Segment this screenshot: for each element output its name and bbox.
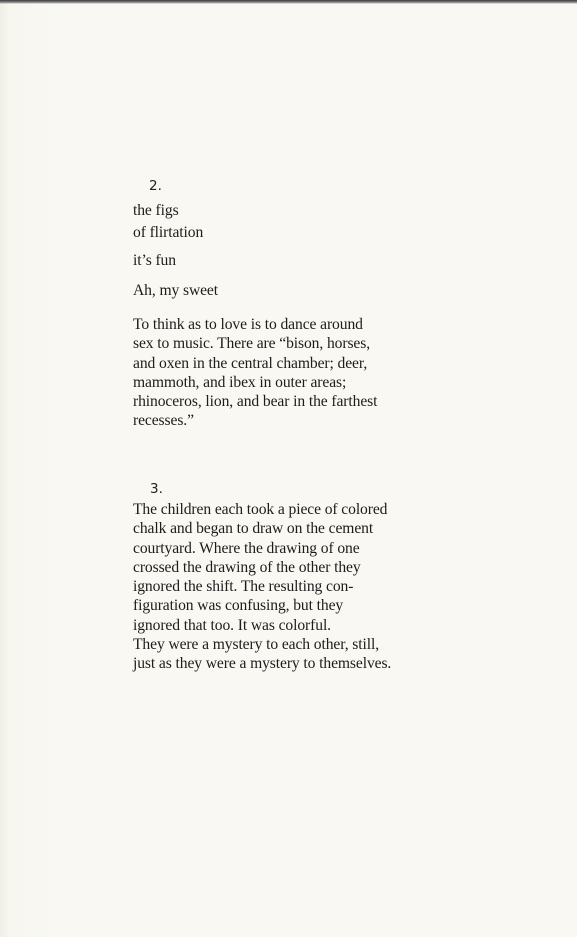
section-2-number: 2. — [149, 178, 162, 194]
paragraph-line: crossed the drawing of the other they — [133, 558, 361, 576]
paragraph-line: and oxen in the central chamber; deer, — [133, 354, 368, 372]
poem-line: Ah, my sweet — [133, 282, 218, 299]
paragraph-line: mammoth, and ibex in outer areas; — [133, 373, 347, 391]
poem-line: it’s fun — [133, 252, 176, 269]
paragraph-line: They were a mystery to each other, still, — [133, 636, 379, 654]
paragraph-line: sex to music. There are “bison, horses, — [133, 335, 371, 353]
paragraph-line: figuration was confusing, but they — [133, 597, 344, 615]
paragraph-line: To think as to love is to dance around — [133, 316, 363, 333]
paragraph-line: ignored that too. It was colorful. — [133, 616, 331, 634]
paragraph-line: recesses.” — [133, 412, 194, 430]
paragraph-line: just as they were a mystery to themselves. — [133, 655, 392, 673]
section-2-paragraph — [133, 315, 377, 431]
paragraph-line: ignored the shift. The resulting con- — [133, 578, 354, 596]
paragraph-line: rhinoceros, lion, and bear in the farthest — [133, 393, 378, 411]
page-top-edge — [0, 0, 577, 4]
paragraph-line: The children each took a piece of colored — [133, 501, 388, 518]
poem-line: the figs — [133, 202, 179, 219]
section-3-number: 3. — [150, 481, 163, 497]
paragraph-line: chalk and began to draw on the cement — [133, 520, 374, 538]
section-3-paragraph — [133, 500, 391, 674]
poem-line: of flirtation — [133, 224, 204, 241]
paragraph-line: courtyard. Where the drawing of one — [133, 539, 360, 557]
